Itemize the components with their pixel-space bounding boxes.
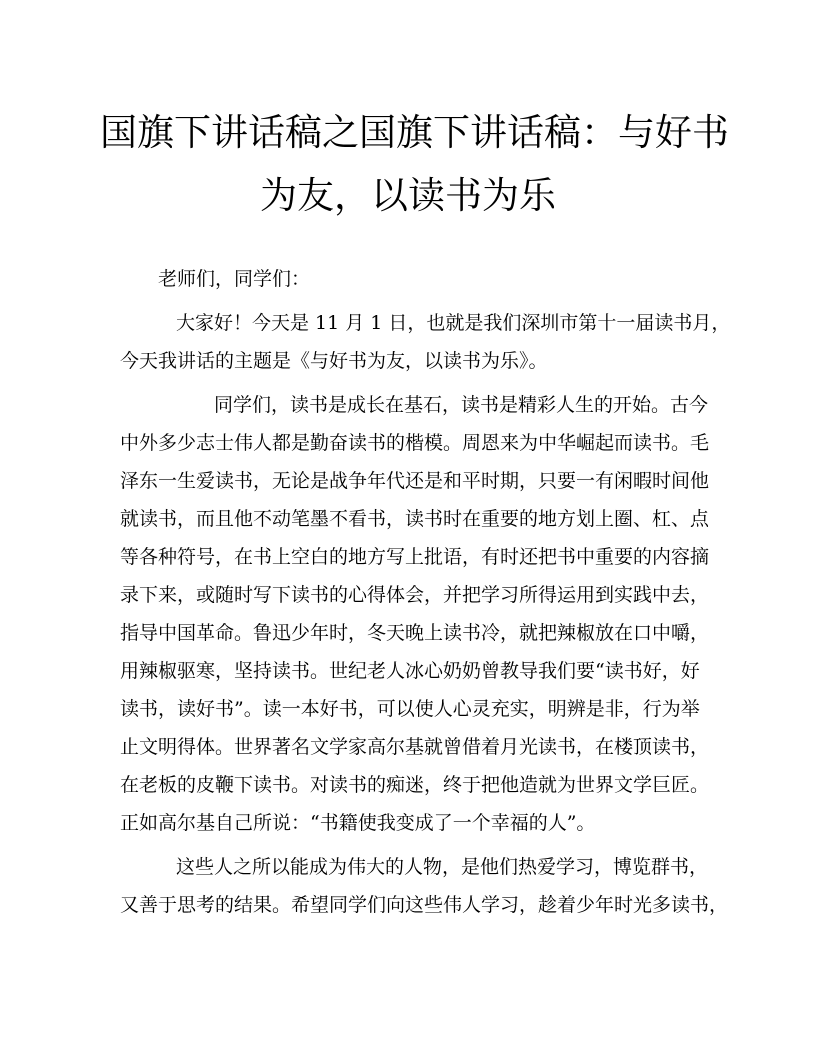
paragraph-2-line-10: 止文明得体。世界著名文学家高尔基就曾借着月光读书，在楼顶读书，	[120, 736, 710, 758]
title-line-1: 国旗下讲话稿之国旗下讲话稿：与好书	[100, 111, 729, 154]
paragraph-1-line-2: 今天我讲话的主题是《与好书为友，以读书为乐》。	[120, 350, 548, 372]
paragraph-2-line-8: 用辣椒驱寒，坚持读书。世纪老人冰心奶奶曾教导我们要“读书好，好	[120, 660, 700, 682]
paragraph-2-line-1: 同学们，读书是成长在基石，读书是精彩人生的开始。古今	[214, 394, 709, 416]
paragraph-2-line-9: 读书，读好书”。读一本好书，可以使人心灵充实，明辨是非，行为举	[120, 698, 700, 720]
paragraph-2-line-4: 就读书，而且他不动笔墨不看书，读书时在重要的地方划上圈、杠、点	[120, 508, 710, 530]
paragraph-2-line-3: 泽东一生爱读书，无论是战争年代还是和平时期，只要一有闲暇时间他	[120, 470, 710, 492]
paragraph-2-line-11: 在老板的皮鞭下读书。对读书的痴迷，终于把他造就为世界文学巨匠。	[120, 774, 710, 796]
paragraph-1-line-1: 大家好！今天是 11 月 1 日，也就是我们深圳市第十一届读书月，	[176, 312, 731, 334]
paragraph-2-line-7: 指导中国革命。鲁迅少年时，冬天晚上读书冷，就把辣椒放在口中嚼，	[120, 622, 710, 644]
paragraph-2-line-2: 中外多少志士伟人都是勤奋读书的楷模。周恩来为中华崛起而读书。毛	[120, 432, 710, 454]
title-line-2: 为友，以读书为乐	[260, 174, 556, 217]
paragraph-2-line-5: 等各种符号，在书上空白的地方写上批语，有时还把书中重要的内容摘	[120, 546, 710, 568]
greeting: 老师们，同学们：	[158, 268, 311, 290]
paragraph-3-line-2: 又善于思考的结果。希望同学们向这些伟人学习，趁着少年时光多读书，	[120, 894, 729, 916]
paragraph-2-line-6: 录下来，或随时写下读书的心得体会，并把学习所得运用到实践中去，	[120, 584, 710, 606]
paragraph-2-line-12: 正如高尔基自己所说：“书籍使我变成了一个幸福的人”。	[120, 812, 596, 834]
paragraph-3-line-1: 这些人之所以能成为伟大的人物，是他们热爱学习，博览群书，	[176, 856, 709, 878]
